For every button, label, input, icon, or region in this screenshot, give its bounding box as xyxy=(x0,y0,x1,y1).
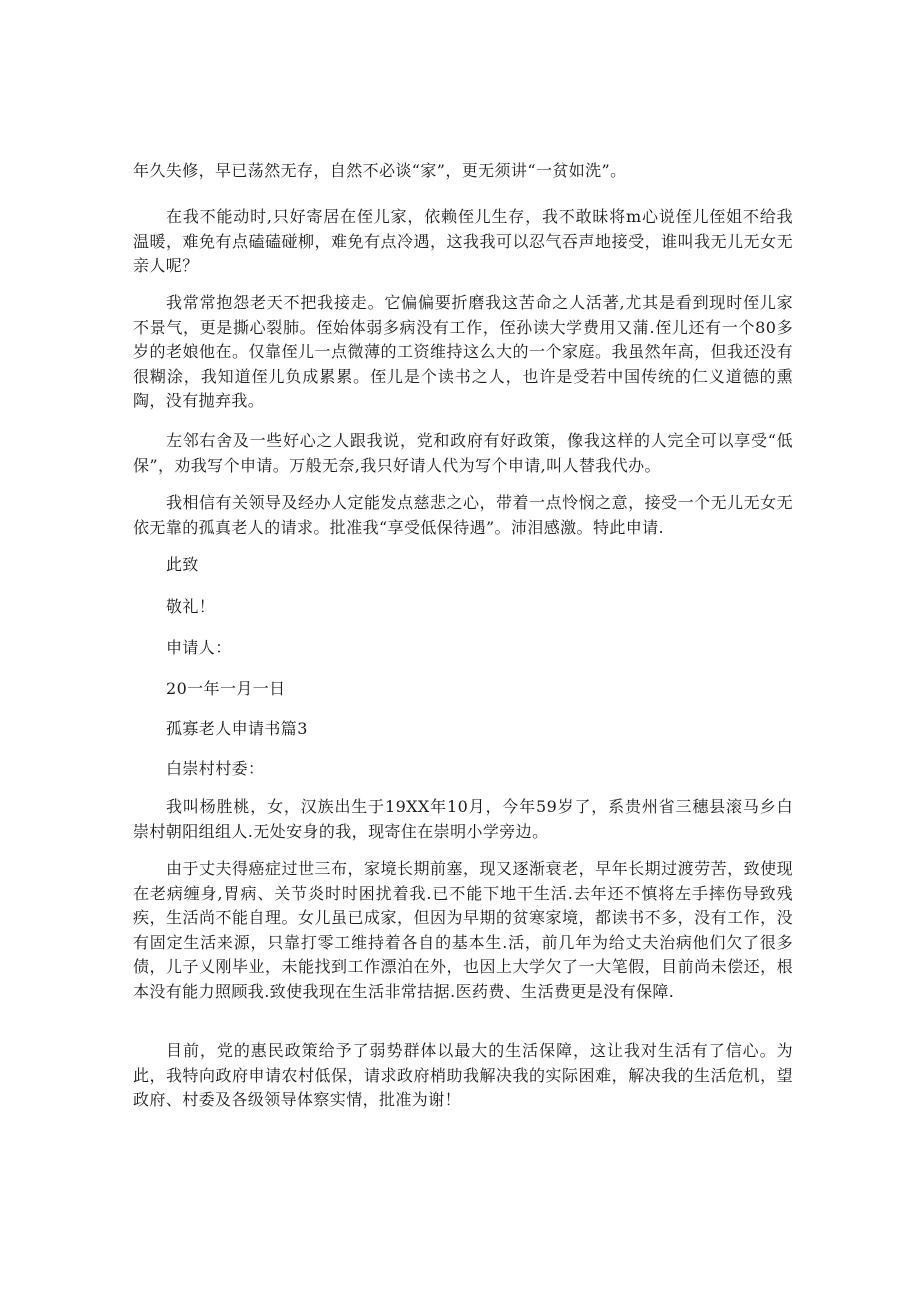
paragraph-1: 年久失修，早已荡然无存，自然不必谈“家”，更无须讲“一贫如洗”。 xyxy=(133,161,627,180)
paragraph-2: 在我不能动时,只好寄居在侄儿家，依赖侄儿生存，我不敢昧将m心说侄儿侄姐不给我温暖，难免有点磕磕碰柳，难免有点冷遇，这我我可以忍气吞声地接受，谁叫我无儿无女无亲人呢？ xyxy=(133,207,793,275)
paragraph-6: 我叫杨胜桃，女，汉族出生于19XX年10月，今年59岁了，系贵州省三穗县滚马乡白崇村朝阳组组人.无处安身的我，现寄住在崇明小学旁边。 xyxy=(133,797,793,841)
closing-respect: 敬礼！ xyxy=(166,597,216,616)
paragraph-4: 左邻右舍及一些好心之人跟我说，党和政府有好政策，像我这样的人完全可以享受“低保”，劝我写个申请。万般无奈,我只好请人代为写个申请,叫人替我代办。 xyxy=(133,431,793,475)
paragraph-7: 由于丈夫得癌症过世三布，家境长期前塞，现又逐渐衰老，早年长期过渡劳苦，致使现在老病缠身,胃病、关节炎时时困扰着我.已不能下地干生活.去年还不慎将左手摔伤导致残疾，生活尚不能自理。女儿虽已成家，但因为早期的贫寒家境，都读书不多，没有工作，没有固定生活来源，只靠打零工维持着各自的基本生.活，前几年为给丈夫治病他们欠了很多债，儿子乂刚毕业，未能找到工作漂泊在外，也因上大学欠了一大笔假，目前尚未偿还，根本没有能力照顾我.致使我现在生活非常拮据.医药费、生活费更是没有保障. xyxy=(133,859,793,1001)
paragraph-8: 目前，党的惠民政策给予了弱势群体以最大的生活保障，这让我对生活有了信心。为此，我特向政府申请农村低保，请求政府梢助我解决我的实际困难，解决我的生活危机，望政府、村委及各级领导体察实情，批准为谢！ xyxy=(133,1041,793,1109)
addressee: 白崇村村委： xyxy=(166,759,265,778)
paragraph-3: 我常常抱怨老天不把我接走。它偏偏要折磨我这苦命之人活著,尤其是看到现时侄儿家不景气，更是撕心裂肺。侄始体弱多病没有工作，侄孙读大学费用又蒲.侄儿还有一个80多岁的老娘他在。仅靠侄儿一点微薄的工资维持这么大的一个家庭。我虽然年高，但我还没有很糊涂，我知道侄儿负成累累。侄儿是个读书之人，也许是受若中国传统的仁义道德的熏陶，没有抛弃我。 xyxy=(133,293,793,410)
closing-salutation: 此致 xyxy=(166,555,199,574)
applicant-label: 申请人： xyxy=(166,638,232,657)
paragraph-5: 我相信有关领导及经办人定能发点慈悲之心，带着一点怜悯之意，接受一个无儿无女无依无靠的孤真老人的请求。批准我“享受低保待遇”。沛泪感激。特此申请. xyxy=(133,493,793,537)
section-title: 孤寡老人申请书篇3 xyxy=(166,719,308,738)
date-line: 20一年一月一日 xyxy=(166,679,286,698)
